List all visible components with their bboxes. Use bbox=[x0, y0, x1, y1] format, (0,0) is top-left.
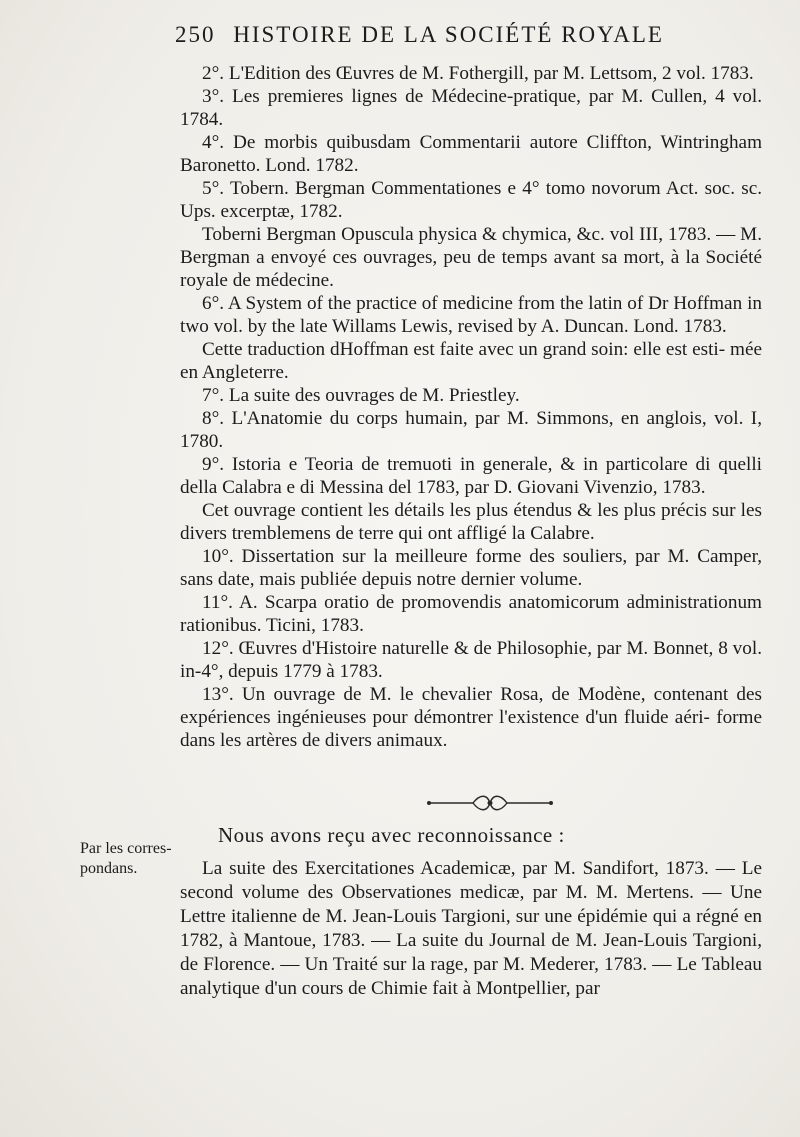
closing-line: — Le Tableau analytique d'un cours de Chimie fait à Montpellier, par bbox=[180, 954, 763, 999]
entry-line: Cette traduction dHoffman est faite avec un grand soin: elle est esti- bbox=[202, 339, 726, 360]
entry-7 bbox=[180, 384, 762, 407]
entry-line: 4°. De morbis quibusdam Commentarii autore Cliffton, Wintringham bbox=[202, 132, 762, 153]
entry-line: Baronetto. Lond. 1782. bbox=[180, 155, 359, 176]
entry-line: 5°. Tobern. Bergman Commentationes e 4° tomo novorum Act. soc. bbox=[202, 178, 735, 199]
entry-line: 1783. bbox=[710, 63, 754, 84]
entry-line: 7°. La suite des ouvrages de M. Priestley. bbox=[202, 385, 520, 406]
entry-5 bbox=[180, 177, 762, 223]
entry-line: della Calabra e di Messina del 1783, par D. Giovani Vivenzio, 1783. bbox=[180, 477, 706, 498]
entry-line: 8 vol. in-4°, depuis 1779 à 1783. bbox=[180, 638, 762, 682]
closing-block bbox=[180, 857, 762, 1001]
closing-line: Lettre italienne de M. Jean-Louis Targioni, sur une épidémie qui a régné bbox=[180, 906, 739, 927]
entry-9-note bbox=[180, 499, 762, 545]
entry-2 bbox=[180, 62, 762, 85]
entry-bergman-opuscula bbox=[180, 223, 762, 292]
entry-11 bbox=[180, 591, 762, 637]
entry-6 bbox=[180, 292, 762, 338]
entry-line: in two vol. by the late Willams Lewis, revised by A. Duncan. Lond. bbox=[180, 293, 762, 337]
entry-line: les divers tremblemens de terre qui ont affligé la Calabre. bbox=[180, 500, 762, 544]
entry-line: 10°. Dissertation sur la meilleure forme des souliers, par M. Camper, bbox=[202, 546, 762, 567]
entry-line: 13°. Un ouvrage de M. le chevalier Rosa, de Modène, contenant bbox=[202, 684, 729, 705]
entry-line: sans date, mais publiée depuis notre dernier volume. bbox=[180, 569, 583, 590]
entry-line: 11°. A. Scarpa oratio de promovendis anatomicorum administrationum bbox=[202, 592, 762, 613]
entry-3 bbox=[180, 85, 762, 131]
entry-line: 1784. bbox=[180, 109, 224, 130]
ornament-divider bbox=[425, 791, 555, 815]
entry-line: 2°. L'Edition des Œuvres de M. Fothergill, par M. Lettsom, 2 vol. bbox=[202, 63, 706, 84]
entries-block bbox=[180, 62, 762, 752]
entry-line: 9°. Istoria e Teoria de tremuoti in generale, & in particolare di quelli bbox=[202, 454, 762, 475]
margin-note-line: pondans. bbox=[80, 860, 138, 877]
entry-line: sc. Ups. excerptæ, 1782. bbox=[180, 178, 763, 222]
entry-6-note bbox=[180, 338, 762, 384]
entry-line: forme dans les artères de divers animaux. bbox=[180, 707, 763, 751]
entry-line: 6°. A System of the practice of medicine from the latin of Dr Hoffman bbox=[202, 293, 743, 314]
entry-line: des expériences ingénieuses pour démontrer l'existence d'un fluide aéri- bbox=[180, 684, 762, 728]
entry-13 bbox=[180, 683, 762, 752]
entry-line: Toberni Bergman Opuscula physica & chymica, &c. vol III, 1783. bbox=[202, 224, 712, 245]
running-header bbox=[175, 22, 765, 48]
entry-line: 1783. bbox=[683, 316, 727, 337]
entry-9 bbox=[180, 453, 762, 499]
entry-line: Cet ouvrage contient les détails les plus étendus & les plus précis sur bbox=[202, 500, 736, 521]
margin-note bbox=[80, 839, 190, 879]
running-title: HISTOIRE DE LA SOCIÉTÉ ROYALE bbox=[233, 22, 664, 47]
entry-10 bbox=[180, 545, 762, 591]
entry-line: 8°. L'Anatomie du corps humain, par M. Simmons, en anglois, vol. I, bbox=[202, 408, 762, 429]
section-title: Nous avons reçu avec reconnoissance : bbox=[218, 823, 565, 847]
entry-line: 3°. Les premieres lignes de Médecine-pratique, par M. Cullen, 4 vol. bbox=[202, 86, 762, 107]
entry-12 bbox=[180, 637, 762, 683]
entry-line: 12°. Œuvres d'Histoire naturelle & de Philosophie, par M. Bonnet, bbox=[202, 638, 714, 659]
entry-line: rationibus. Ticini, 1783. bbox=[180, 615, 364, 636]
page-number: 250 bbox=[175, 22, 216, 47]
closing-line: Le second volume des Observationes medicæ, par M. M. Mertens. — Une bbox=[180, 858, 763, 903]
entry-line: — M. Bergman a envoyé ces ouvrages, peu de temps avant sa mort, à bbox=[180, 224, 763, 268]
entry-line: la Société royale de médecine. bbox=[180, 247, 762, 291]
closing-line: Targioni, de Florence. — Un Traité sur la rage, par M. Mederer, 1783. bbox=[180, 930, 763, 975]
entry-8 bbox=[180, 407, 762, 453]
margin-note-line: Par les corres- bbox=[80, 840, 172, 857]
entry-line: mée en Angleterre. bbox=[180, 339, 762, 383]
closing-paragraph bbox=[180, 857, 762, 1001]
entry-4 bbox=[180, 131, 762, 177]
closing-line: La suite des Exercitationes Academicæ, par M. Sandifort, 1873. — bbox=[202, 858, 735, 879]
entry-line: 1780. bbox=[180, 431, 224, 452]
closing-line: en 1782, à Mantoue, 1783. — La suite du Journal de M. Jean-Louis bbox=[180, 906, 763, 951]
